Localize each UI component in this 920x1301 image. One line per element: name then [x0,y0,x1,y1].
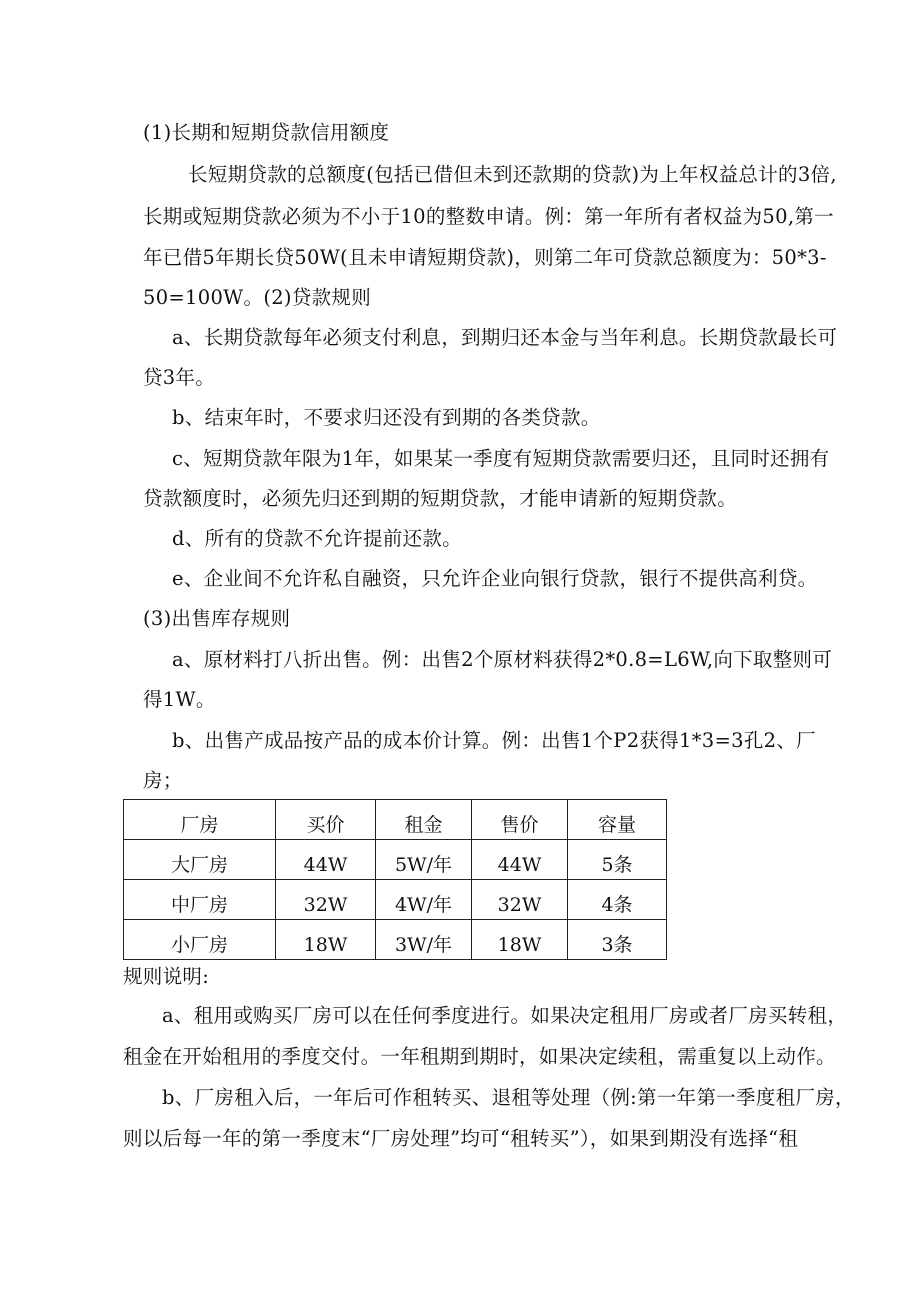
table-cell: 4条 [568,880,667,920]
table-row [124,920,667,960]
table-header-cell: 售价 [472,800,568,840]
table-cell: 44W [472,840,568,880]
paragraph-line: 则以后每一年的第一季度末“厂房处理”均可“租转买”），如果到期没有选择“租 [123,1127,799,1150]
paragraph-line: 得1W。 [143,688,216,711]
paragraph-line: 租金在开始租用的季度交付。一年租期到期时，如果决定续租，需重复以上动作。 [123,1045,836,1068]
paragraph-line: 贷款额度时，必须先归还到期的短期贷款，才能申请新的短期贷款。 [143,487,738,510]
table-cell: 32W [472,880,568,920]
table-row [124,880,667,920]
table-header-row [124,800,667,840]
paragraph-line: b、厂房租入后，一年后可作租转买、退租等处理（例:第一年第一季度租厂房， [162,1086,855,1109]
paragraph-line: 年已借5年期长贷50W(且未申请短期贷款)，则第二年可贷款总额度为：50*3- [143,246,827,269]
table-header-cell: 租金 [376,800,472,840]
table-cell: 小厂房 [124,920,276,960]
table-cell: 大厂房 [124,840,276,880]
table-cell: 3条 [568,920,667,960]
paragraph-line: a、长期贷款每年必须支付利息，到期归还本金与当年利息。长期贷款最长可 [172,326,838,349]
table-cell: 18W [472,920,568,960]
paragraph-line: 50=100W。(2)贷款规则 [143,286,372,309]
paragraph-line: b、结束年时，不要求归还没有到期的各类贷款。 [172,406,601,429]
table-cell: 3W/年 [376,920,472,960]
table-row [124,840,667,880]
table-cell: 5条 [568,840,667,880]
rules-note-heading: 规则说明: [123,965,210,988]
table-cell: 18W [276,920,376,960]
paragraph-line: 长短期贷款的总额度(包括已借但未到还款期的贷款)为上年权益总计的3倍, [188,163,837,186]
table-cell: 32W [276,880,376,920]
paragraph-line: d、所有的贷款不允许提前还款。 [172,527,462,550]
paragraph-line: a、租用或购买厂房可以在任何季度进行。如果决定租用厂房或者厂房买转租， [162,1004,848,1027]
paragraph-line: e、企业间不允许私自融资，只允许企业向银行贷款，银行不提供高利贷。 [172,567,818,590]
paragraph-line: a、原材料打八折出售。例：出售2个原材料获得2*0.8=L6W,向下取整则可 [172,648,833,671]
table-cell: 4W/年 [376,880,472,920]
table-cell: 中厂房 [124,880,276,920]
table-header-cell: 买价 [276,800,376,840]
paragraph-line: c、短期贷款年限为1年，如果某一季度有短期贷款需要归还，且同时还拥有 [172,447,830,470]
paragraph-line: b、出售产成品按产品的成本价计算。例：出售1个P2获得1*3=3孔2、厂 [172,729,816,752]
heading-loan-credit: (1)长期和短期贷款信用额度 [143,121,390,144]
table-header-cell: 容量 [568,800,667,840]
table-header-cell: 厂房 [124,800,276,840]
paragraph-line: 房； [143,769,183,792]
table-cell: 44W [276,840,376,880]
heading-sell-inventory: (3)出售库存规则 [143,607,291,630]
paragraph-line: 长期或短期贷款必须为不小于10的整数申请。例：第一年所有者权益为50,第一 [143,205,834,228]
paragraph-line: 贷3年。 [143,366,216,389]
table-cell: 5W/年 [376,840,472,880]
factory-table [123,799,667,960]
